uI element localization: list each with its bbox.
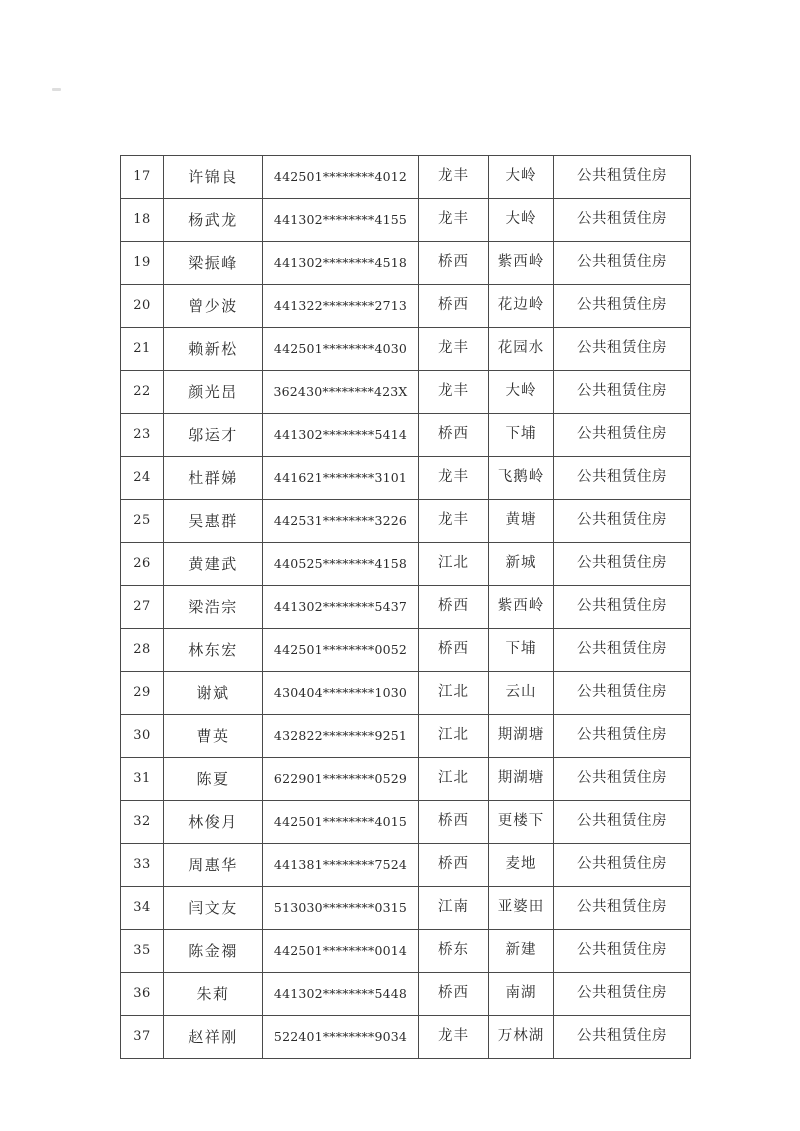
cell-id-number-masked: 442531********3226 [263, 500, 419, 543]
table-row [121, 586, 691, 629]
cell-id-number-masked: 441302********4155 [263, 199, 419, 242]
cell-sequence-number: 21 [121, 328, 164, 371]
table-row [121, 1016, 691, 1059]
cell-applicant-name: 许锦良 [164, 156, 263, 199]
table-row [121, 930, 691, 973]
cell-housing-type: 公共租赁住房 [554, 887, 691, 930]
cell-community: 下埔 [489, 414, 554, 457]
table-row [121, 242, 691, 285]
table-row [121, 457, 691, 500]
table-row [121, 973, 691, 1016]
cell-applicant-name: 邬运才 [164, 414, 263, 457]
cell-id-number-masked: 430404********1030 [263, 672, 419, 715]
table-row [121, 156, 691, 199]
cell-sequence-number: 25 [121, 500, 164, 543]
cell-applicant-name: 林东宏 [164, 629, 263, 672]
cell-community: 紫西岭 [489, 586, 554, 629]
cell-community: 期湖塘 [489, 758, 554, 801]
cell-district: 龙丰 [419, 156, 489, 199]
cell-sequence-number: 24 [121, 457, 164, 500]
cell-housing-type: 公共租赁住房 [554, 371, 691, 414]
cell-applicant-name: 曾少波 [164, 285, 263, 328]
cell-id-number-masked: 441302********5414 [263, 414, 419, 457]
cell-sequence-number: 23 [121, 414, 164, 457]
cell-sequence-number: 31 [121, 758, 164, 801]
cell-housing-type: 公共租赁住房 [554, 199, 691, 242]
cell-district: 桥西 [419, 973, 489, 1016]
cell-sequence-number: 28 [121, 629, 164, 672]
cell-district: 桥东 [419, 930, 489, 973]
table-row [121, 543, 691, 586]
cell-housing-type: 公共租赁住房 [554, 801, 691, 844]
cell-applicant-name: 林俊月 [164, 801, 263, 844]
cell-housing-type: 公共租赁住房 [554, 414, 691, 457]
cell-community: 亚婆田 [489, 887, 554, 930]
cell-id-number-masked: 441381********7524 [263, 844, 419, 887]
table-row [121, 758, 691, 801]
cell-community: 麦地 [489, 844, 554, 887]
cell-sequence-number: 26 [121, 543, 164, 586]
cell-sequence-number: 18 [121, 199, 164, 242]
cell-community: 云山 [489, 672, 554, 715]
cell-applicant-name: 周惠华 [164, 844, 263, 887]
table-row [121, 414, 691, 457]
cell-id-number-masked: 432822********9251 [263, 715, 419, 758]
cell-community: 大岭 [489, 371, 554, 414]
table-row [121, 672, 691, 715]
cell-housing-type: 公共租赁住房 [554, 328, 691, 371]
cell-housing-type: 公共租赁住房 [554, 715, 691, 758]
cell-community: 花边岭 [489, 285, 554, 328]
table-row [121, 887, 691, 930]
cell-district: 桥西 [419, 629, 489, 672]
cell-community: 大岭 [489, 156, 554, 199]
cell-housing-type: 公共租赁住房 [554, 844, 691, 887]
table-row [121, 844, 691, 887]
cell-id-number-masked: 440525********4158 [263, 543, 419, 586]
cell-community: 南湖 [489, 973, 554, 1016]
table-row [121, 801, 691, 844]
table-row [121, 199, 691, 242]
cell-id-number-masked: 442501********4030 [263, 328, 419, 371]
cell-housing-type: 公共租赁住房 [554, 543, 691, 586]
table-row [121, 715, 691, 758]
cell-sequence-number: 19 [121, 242, 164, 285]
cell-sequence-number: 27 [121, 586, 164, 629]
cell-community: 飞鹅岭 [489, 457, 554, 500]
cell-sequence-number: 33 [121, 844, 164, 887]
cell-district: 江北 [419, 758, 489, 801]
cell-applicant-name: 陈金禤 [164, 930, 263, 973]
cell-id-number-masked: 441302********4518 [263, 242, 419, 285]
cell-id-number-masked: 442501********4015 [263, 801, 419, 844]
cell-community: 万林湖 [489, 1016, 554, 1059]
cell-sequence-number: 35 [121, 930, 164, 973]
cell-applicant-name: 梁振峰 [164, 242, 263, 285]
cell-community: 下埔 [489, 629, 554, 672]
cell-housing-type: 公共租赁住房 [554, 758, 691, 801]
cell-district: 龙丰 [419, 457, 489, 500]
cell-community: 新城 [489, 543, 554, 586]
cell-id-number-masked: 622901********0529 [263, 758, 419, 801]
cell-district: 龙丰 [419, 1016, 489, 1059]
cell-sequence-number: 20 [121, 285, 164, 328]
cell-district: 桥西 [419, 414, 489, 457]
cell-applicant-name: 杜群娣 [164, 457, 263, 500]
table-row [121, 500, 691, 543]
cell-id-number-masked: 442501********0052 [263, 629, 419, 672]
cell-applicant-name: 陈夏 [164, 758, 263, 801]
cell-community: 花园水 [489, 328, 554, 371]
cell-district: 江北 [419, 672, 489, 715]
cell-applicant-name: 曹英 [164, 715, 263, 758]
cell-sequence-number: 34 [121, 887, 164, 930]
cell-sequence-number: 32 [121, 801, 164, 844]
cell-community: 更楼下 [489, 801, 554, 844]
cell-sequence-number: 29 [121, 672, 164, 715]
cell-housing-type: 公共租赁住房 [554, 973, 691, 1016]
cell-applicant-name: 杨武龙 [164, 199, 263, 242]
cell-community: 黄塘 [489, 500, 554, 543]
cell-housing-type: 公共租赁住房 [554, 629, 691, 672]
applicant-table [120, 155, 691, 1059]
cell-id-number-masked: 441302********5448 [263, 973, 419, 1016]
cell-id-number-masked: 362430********423X [263, 371, 419, 414]
cell-district: 江北 [419, 543, 489, 586]
cell-applicant-name: 梁浩宗 [164, 586, 263, 629]
cell-housing-type: 公共租赁住房 [554, 930, 691, 973]
cell-district: 桥西 [419, 242, 489, 285]
cell-applicant-name: 颜光旵 [164, 371, 263, 414]
cell-district: 江北 [419, 715, 489, 758]
cell-district: 龙丰 [419, 199, 489, 242]
cell-housing-type: 公共租赁住房 [554, 242, 691, 285]
table-row [121, 371, 691, 414]
cell-id-number-masked: 442501********0014 [263, 930, 419, 973]
cell-community: 大岭 [489, 199, 554, 242]
cell-district: 江南 [419, 887, 489, 930]
cell-applicant-name: 吴惠群 [164, 500, 263, 543]
cell-district: 桥西 [419, 844, 489, 887]
cell-district: 龙丰 [419, 371, 489, 414]
cell-applicant-name: 谢斌 [164, 672, 263, 715]
cell-sequence-number: 30 [121, 715, 164, 758]
table-row [121, 285, 691, 328]
table-row [121, 328, 691, 371]
cell-applicant-name: 赖新松 [164, 328, 263, 371]
cell-id-number-masked: 513030********0315 [263, 887, 419, 930]
table-row [121, 629, 691, 672]
cell-district: 桥西 [419, 801, 489, 844]
cell-housing-type: 公共租赁住房 [554, 672, 691, 715]
cell-applicant-name: 闫文友 [164, 887, 263, 930]
cell-sequence-number: 36 [121, 973, 164, 1016]
cell-id-number-masked: 441302********5437 [263, 586, 419, 629]
cell-housing-type: 公共租赁住房 [554, 500, 691, 543]
cell-id-number-masked: 441322********2713 [263, 285, 419, 328]
cell-community: 期湖塘 [489, 715, 554, 758]
cell-sequence-number: 17 [121, 156, 164, 199]
cell-district: 龙丰 [419, 500, 489, 543]
scan-artifact-speck [52, 88, 61, 91]
cell-applicant-name: 黄建武 [164, 543, 263, 586]
cell-applicant-name: 赵祥刚 [164, 1016, 263, 1059]
cell-housing-type: 公共租赁住房 [554, 1016, 691, 1059]
cell-id-number-masked: 442501********4012 [263, 156, 419, 199]
cell-housing-type: 公共租赁住房 [554, 586, 691, 629]
cell-sequence-number: 37 [121, 1016, 164, 1059]
cell-sequence-number: 22 [121, 371, 164, 414]
cell-community: 新建 [489, 930, 554, 973]
table-body [121, 156, 691, 1059]
cell-id-number-masked: 522401********9034 [263, 1016, 419, 1059]
cell-applicant-name: 朱莉 [164, 973, 263, 1016]
cell-housing-type: 公共租赁住房 [554, 156, 691, 199]
cell-district: 桥西 [419, 285, 489, 328]
cell-id-number-masked: 441621********3101 [263, 457, 419, 500]
cell-housing-type: 公共租赁住房 [554, 457, 691, 500]
cell-district: 桥西 [419, 586, 489, 629]
cell-housing-type: 公共租赁住房 [554, 285, 691, 328]
cell-community: 紫西岭 [489, 242, 554, 285]
cell-district: 龙丰 [419, 328, 489, 371]
